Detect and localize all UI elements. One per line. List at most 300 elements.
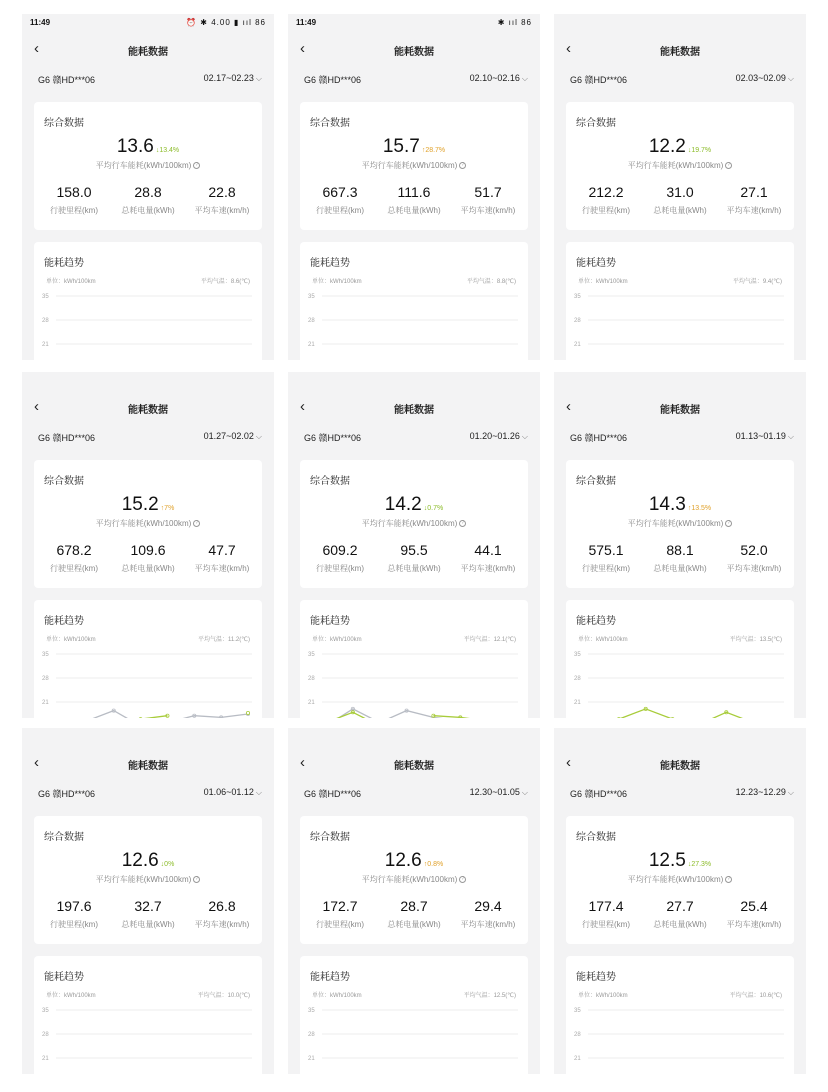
stat-value: 32.7: [134, 898, 162, 914]
y-tick-label: 28: [42, 1032, 49, 1038]
status-bar: [554, 372, 806, 390]
vehicle-row: [554, 782, 806, 804]
summary-card: [566, 102, 794, 230]
avg-consumption-label: 平均行车能耗(kWh/100km): [95, 161, 192, 170]
stat-value: 29.4: [474, 898, 502, 914]
avg-consumption: [34, 850, 262, 872]
arrow-up-icon: ↑: [421, 147, 426, 154]
arrow-down-icon: ↓: [687, 147, 692, 154]
stat-speed: [716, 898, 792, 930]
app-screen-1: [22, 14, 274, 360]
back-arrow-icon[interactable]: ‹: [566, 40, 571, 57]
summary-title: 综合数据: [576, 118, 616, 129]
avg-consumption: [300, 850, 528, 872]
summary-title: 综合数据: [310, 118, 350, 129]
avg-consumption-label: 平均行车能耗(kWh/100km): [627, 519, 724, 528]
info-icon[interactable]: ?: [193, 876, 200, 883]
status-bar: [22, 372, 274, 390]
info-icon[interactable]: ?: [459, 520, 466, 527]
trend-unit: 单位：kWh/100km: [578, 993, 628, 999]
avg-consumption-value: 14.3: [648, 494, 686, 515]
date-range-text: 12.30~01.05: [469, 787, 520, 797]
nav-header: [288, 392, 540, 422]
stat-value: 26.8: [208, 898, 236, 914]
stat-label: 行驶里程(km): [316, 920, 364, 929]
trend-chart: 35282114: [566, 286, 794, 360]
arrow-up-icon: ↑: [423, 861, 428, 868]
avg-consumption-value: 12.5: [648, 850, 686, 871]
chevron-down-icon: ⌵: [521, 74, 528, 83]
trend-card: [566, 600, 794, 718]
trend-unit: 单位：kWh/100km: [578, 279, 628, 285]
change-badge: [688, 147, 711, 154]
green-series-point: [246, 711, 249, 714]
stat-value: 197.6: [56, 898, 92, 914]
nav-header: [554, 748, 806, 778]
vehicle-plate: G6 赣HD***06: [304, 75, 362, 85]
avg-consumption-value: 15.2: [121, 494, 159, 515]
avg-consumption-label-row: [34, 160, 262, 171]
stat-label: 总耗电量(kWh): [121, 206, 175, 215]
status-icons: ⏰ ✱ 4.00 ▮ ııl 86: [186, 18, 266, 27]
stat-value: 575.1: [588, 542, 624, 558]
stat-energy: [642, 184, 718, 216]
stat-value: 177.4: [588, 898, 624, 914]
back-arrow-icon[interactable]: ‹: [34, 754, 39, 771]
app-screen-9: [554, 728, 806, 1074]
trend-temperature: 平均气温：10.6(℃): [729, 993, 782, 999]
stat-value: 88.1: [666, 542, 694, 558]
stat-label: 平均车速(km/h): [194, 206, 250, 215]
page-title: 能耗数据: [128, 761, 168, 772]
summary-card: [300, 460, 528, 588]
stat-value: 44.1: [474, 542, 502, 558]
back-arrow-icon[interactable]: ‹: [300, 40, 305, 57]
trend-title: 能耗趋势: [576, 616, 616, 627]
trend-card: [566, 956, 794, 1074]
back-arrow-icon[interactable]: ‹: [34, 40, 39, 57]
summary-title: 综合数据: [44, 118, 84, 129]
date-range-text: 02.17~02.23: [203, 73, 254, 83]
summary-card: [566, 460, 794, 588]
y-tick-label: 35: [308, 294, 315, 300]
y-tick-label: 28: [308, 318, 315, 324]
y-tick-label: 28: [308, 676, 315, 682]
stat-label: 总耗电量(kWh): [653, 206, 707, 215]
y-tick-label: 35: [308, 652, 315, 658]
summary-title: 综合数据: [576, 832, 616, 843]
stat-speed: [450, 184, 526, 216]
stat-label: 平均车速(km/h): [460, 564, 516, 573]
trend-title: 能耗趋势: [44, 258, 84, 269]
stat-energy: [110, 184, 186, 216]
vehicle-row: [554, 68, 806, 90]
stat-label: 平均车速(km/h): [726, 206, 782, 215]
trend-chart: [34, 644, 262, 718]
stat-value: 109.6: [130, 542, 166, 558]
y-tick-label: 21: [574, 342, 581, 348]
date-range-selector[interactable]: [736, 73, 794, 84]
avg-consumption-value: 15.7: [382, 136, 420, 157]
avg-consumption: [566, 494, 794, 516]
stat-value: 27.7: [666, 898, 694, 914]
trend-temperature: 平均气温：12.5(℃): [463, 993, 516, 999]
date-range-selector[interactable]: [470, 73, 528, 84]
summary-card: [566, 816, 794, 944]
back-arrow-icon[interactable]: ‹: [34, 398, 39, 415]
vehicle-plate: G6 赣HD***06: [570, 789, 628, 799]
date-range-text: 01.27~02.02: [203, 431, 254, 441]
status-bar: [554, 14, 806, 32]
avg-consumption-label: 平均行车能耗(kWh/100km): [627, 161, 724, 170]
date-range-selector[interactable]: [470, 431, 528, 442]
stat-label: 平均车速(km/h): [460, 206, 516, 215]
avg-consumption-label-row: [34, 874, 262, 885]
y-tick-label: 28: [574, 318, 581, 324]
stat-value: 95.5: [400, 542, 428, 558]
trend-temperature: 平均气温：11.2(℃): [198, 637, 250, 643]
trend-unit: 单位：kWh/100km: [312, 279, 362, 285]
trend-temperature: 平均气温：8.8(℃): [466, 279, 516, 285]
avg-consumption-label-row: [300, 160, 528, 171]
avg-consumption-label: 平均行车能耗(kWh/100km): [361, 519, 458, 528]
page-title: 能耗数据: [394, 405, 434, 416]
app-screen-3: [554, 14, 806, 372]
trend-temperature: 平均气温：10.0(℃): [197, 993, 250, 999]
stat-label: 总耗电量(kWh): [387, 206, 441, 215]
stat-label: 行驶里程(km): [50, 206, 98, 215]
avg-consumption: [566, 850, 794, 872]
chevron-down-icon: ⌵: [255, 432, 262, 441]
date-range-selector[interactable]: [736, 787, 794, 798]
trend-title: 能耗趋势: [576, 258, 616, 269]
stat-speed: [450, 542, 526, 574]
trend-title: 能耗趋势: [44, 972, 84, 983]
trend-title: 能耗趋势: [310, 258, 350, 269]
stat-speed: [184, 898, 260, 930]
date-range-text: 01.13~01.19: [735, 431, 786, 441]
y-tick-label: 21: [42, 700, 49, 706]
y-tick-label: 35: [574, 1008, 581, 1014]
app-screen-7: [22, 728, 274, 1086]
page-title: 能耗数据: [128, 405, 168, 416]
y-tick-label: 28: [574, 676, 581, 682]
stat-distance: [36, 184, 112, 216]
summary-card: [34, 102, 262, 230]
stat-distance: [568, 184, 644, 216]
chevron-down-icon: ⌵: [255, 74, 262, 83]
y-tick-label: 35: [42, 1008, 49, 1014]
arrow-down-icon: ↓: [423, 505, 428, 512]
stat-speed: [716, 542, 792, 574]
vehicle-plate: G6 赣HD***06: [38, 433, 96, 443]
back-arrow-icon[interactable]: ‹: [566, 754, 571, 771]
stat-label: 平均车速(km/h): [194, 920, 250, 929]
trend-unit: 单位：kWh/100km: [46, 279, 96, 285]
y-tick-label: 21: [308, 1056, 315, 1062]
page-title: 能耗数据: [128, 47, 168, 58]
summary-title: 综合数据: [310, 476, 350, 487]
avg-consumption: [34, 494, 262, 516]
info-icon[interactable]: ?: [725, 162, 732, 169]
back-arrow-icon[interactable]: ‹: [300, 754, 305, 771]
summary-title: 综合数据: [310, 832, 350, 843]
stat-energy: [642, 542, 718, 574]
vehicle-row: [22, 68, 274, 90]
change-percent: 19.7%: [691, 147, 712, 154]
change-percent: 7%: [164, 505, 175, 512]
vehicle-plate: G6 赣HD***06: [304, 789, 362, 799]
change-percent: 28.7%: [425, 147, 446, 154]
trend-card: [34, 600, 262, 718]
avg-consumption-label: 平均行车能耗(kWh/100km): [95, 875, 192, 884]
app-screen-4: [22, 372, 274, 718]
stat-label: 行驶里程(km): [316, 564, 364, 573]
info-icon[interactable]: ?: [725, 520, 732, 527]
stat-value: 678.2: [56, 542, 92, 558]
trend-card: [566, 242, 794, 372]
stat-speed: [716, 184, 792, 216]
info-icon[interactable]: ?: [459, 876, 466, 883]
stat-value: 172.7: [322, 898, 358, 914]
date-range-selector[interactable]: [204, 787, 262, 798]
y-tick-label: 21: [574, 700, 581, 706]
trend-temperature: 平均气温：13.5(℃): [729, 637, 782, 643]
stat-value: 111.6: [397, 184, 431, 200]
date-range-text: 02.03~02.09: [735, 73, 786, 83]
stat-label: 行驶里程(km): [582, 564, 630, 573]
change-badge: [424, 861, 443, 868]
y-tick-label: 21: [308, 342, 315, 348]
trend-title: 能耗趋势: [44, 616, 84, 627]
trend-chart: [300, 286, 528, 360]
trend-chart: [34, 286, 262, 360]
stat-label: 总耗电量(kWh): [121, 564, 175, 573]
stat-value: 212.2: [588, 184, 624, 200]
y-tick-label: 21: [308, 700, 315, 706]
avg-consumption-label: 平均行车能耗(kWh/100km): [95, 519, 192, 528]
trend-card: [300, 600, 528, 718]
y-tick-label: 35: [308, 1008, 315, 1014]
avg-consumption-label: 平均行车能耗(kWh/100km): [361, 875, 458, 884]
stat-label: 总耗电量(kWh): [387, 920, 441, 929]
trend-card: [300, 956, 528, 1074]
stat-energy: [376, 542, 452, 574]
arrow-down-icon: ↓: [155, 147, 160, 154]
vehicle-row: [554, 426, 806, 448]
stat-energy: [110, 898, 186, 930]
vehicle-plate: G6 赣HD***06: [570, 75, 628, 85]
stat-distance: [302, 542, 378, 574]
trend-unit: 单位：kWh/100km: [312, 993, 362, 999]
y-tick-label: 35: [42, 294, 49, 300]
y-tick-label: 28: [42, 676, 49, 682]
date-range-text: 01.06~01.12: [203, 787, 254, 797]
summary-card: [34, 460, 262, 588]
status-bar: [288, 372, 540, 390]
y-tick-label: 28: [574, 1032, 581, 1038]
stat-value: 28.8: [134, 184, 162, 200]
info-icon[interactable]: ?: [193, 520, 200, 527]
stat-label: 总耗电量(kWh): [653, 920, 707, 929]
trend-temperature: 平均气温：12.1(℃): [463, 637, 516, 643]
nav-header: [22, 34, 274, 64]
chevron-down-icon: ⌵: [521, 788, 528, 797]
avg-consumption-value: 14.2: [384, 494, 422, 515]
date-range-text: 01.20~01.26: [469, 431, 520, 441]
avg-consumption-label: 平均行车能耗(kWh/100km): [361, 161, 458, 170]
chevron-down-icon: ⌵: [787, 788, 794, 797]
page-title: 能耗数据: [394, 47, 434, 58]
y-tick-label: 28: [308, 1032, 315, 1038]
change-percent: 0%: [164, 861, 175, 868]
page-title: 能耗数据: [660, 761, 700, 772]
avg-consumption-label-row: [566, 518, 794, 529]
app-screen-5: [288, 372, 540, 718]
stat-label: 平均车速(km/h): [460, 920, 516, 929]
trend-unit: 单位：kWh/100km: [46, 637, 96, 643]
stat-label: 总耗电量(kWh): [653, 564, 707, 573]
chevron-down-icon: ⌵: [787, 432, 794, 441]
chevron-down-icon: ⌵: [521, 432, 528, 441]
status-bar: [288, 14, 540, 32]
info-icon[interactable]: ?: [193, 162, 200, 169]
y-tick-label: 21: [42, 1056, 49, 1062]
trend-title: 能耗趋势: [310, 616, 350, 627]
stat-label: 行驶里程(km): [582, 206, 630, 215]
vehicle-row: [288, 782, 540, 804]
arrow-down-icon: ↓: [160, 861, 165, 868]
chevron-down-icon: ⌵: [255, 788, 262, 797]
avg-consumption-label-row: [300, 874, 528, 885]
trend-temperature: 平均气温：9.4(℃): [732, 279, 782, 285]
date-range-selector[interactable]: [204, 431, 262, 442]
stat-energy: [642, 898, 718, 930]
change-badge: [156, 147, 179, 154]
trend-card: [34, 242, 262, 360]
change-percent: 27.3%: [691, 861, 712, 868]
stat-distance: [36, 542, 112, 574]
stat-label: 行驶里程(km): [582, 920, 630, 929]
stat-distance: [302, 898, 378, 930]
arrow-down-icon: ↓: [687, 861, 692, 868]
stat-label: 行驶里程(km): [50, 564, 98, 573]
stat-value: 51.7: [474, 184, 502, 200]
avg-consumption-value: 12.6: [121, 850, 159, 871]
page-title: 能耗数据: [394, 761, 434, 772]
trend-chart: [566, 644, 794, 718]
avg-consumption-label-row: [566, 874, 794, 885]
status-bar: [22, 728, 274, 746]
stat-distance: [302, 184, 378, 216]
y-tick-label: 28: [42, 318, 49, 324]
page-title: 能耗数据: [660, 47, 700, 58]
summary-card: [34, 816, 262, 944]
stat-speed: [184, 542, 260, 574]
avg-consumption-label: 平均行车能耗(kWh/100km): [627, 875, 724, 884]
info-icon[interactable]: ?: [459, 162, 466, 169]
vehicle-row: [288, 68, 540, 90]
summary-card: [300, 102, 528, 230]
nav-header: [22, 748, 274, 778]
vehicle-plate: G6 赣HD***06: [38, 75, 96, 85]
green-series-line: [141, 716, 168, 718]
vehicle-row: [288, 426, 540, 448]
change-percent: 13.4%: [159, 147, 180, 154]
y-tick-label: 35: [574, 294, 581, 300]
date-range-selector[interactable]: [470, 787, 528, 798]
stat-speed: [184, 184, 260, 216]
y-tick-label: 35: [42, 652, 49, 658]
stat-label: 平均车速(km/h): [726, 920, 782, 929]
trend-unit: 单位：kWh/100km: [46, 993, 96, 999]
trend-chart: 35282114: [34, 1000, 262, 1074]
date-range-text: 12.23~12.29: [735, 787, 786, 797]
avg-consumption-value: 12.6: [384, 850, 422, 871]
app-screen-6: [554, 372, 806, 718]
date-range-selector[interactable]: [736, 431, 794, 442]
summary-card: [300, 816, 528, 944]
stat-label: 平均车速(km/h): [194, 564, 250, 573]
avg-consumption-value: 13.6: [116, 136, 154, 157]
app-screen-8: [288, 728, 540, 1074]
green-series-line: [592, 709, 780, 718]
trend-title: 能耗趋势: [576, 972, 616, 983]
stat-value: 158.0: [56, 184, 92, 200]
stat-value: 22.8: [208, 184, 236, 200]
status-bar: [22, 14, 274, 32]
trend-chart: [300, 644, 528, 718]
back-arrow-icon[interactable]: ‹: [300, 398, 305, 415]
info-icon[interactable]: ?: [725, 876, 732, 883]
nav-header: [554, 392, 806, 422]
change-badge: [424, 505, 443, 512]
stat-distance: [568, 898, 644, 930]
avg-consumption-label-row: [300, 518, 528, 529]
nav-header: [288, 34, 540, 64]
stat-distance: [568, 542, 644, 574]
avg-consumption-value: 12.2: [648, 136, 686, 157]
stat-value: 667.3: [322, 184, 358, 200]
avg-consumption: [300, 136, 528, 158]
summary-title: 综合数据: [576, 476, 616, 487]
stat-label: 行驶里程(km): [50, 920, 98, 929]
stat-distance: [36, 898, 112, 930]
y-tick-label: 21: [574, 1056, 581, 1062]
date-range-selector[interactable]: [204, 73, 262, 84]
back-arrow-icon[interactable]: ‹: [566, 398, 571, 415]
change-badge: [688, 861, 711, 868]
stat-speed: [450, 898, 526, 930]
trend-title: 能耗趋势: [310, 972, 350, 983]
change-percent: 13.5%: [691, 505, 712, 512]
avg-consumption-label-row: [566, 160, 794, 171]
change-badge: [161, 861, 175, 868]
summary-title: 综合数据: [44, 476, 84, 487]
stat-label: 行驶里程(km): [316, 206, 364, 215]
avg-consumption: [300, 494, 528, 516]
stat-label: 总耗电量(kWh): [387, 564, 441, 573]
vehicle-plate: G6 赣HD***06: [570, 433, 628, 443]
change-badge: [688, 505, 711, 512]
status-icons: ✱ ııl 86: [497, 18, 532, 27]
stat-value: 47.7: [208, 542, 236, 558]
vehicle-row: [22, 782, 274, 804]
stat-label: 平均车速(km/h): [726, 564, 782, 573]
change-badge: [422, 147, 445, 154]
trend-card: [34, 956, 262, 1086]
vehicle-plate: G6 赣HD***06: [304, 433, 362, 443]
